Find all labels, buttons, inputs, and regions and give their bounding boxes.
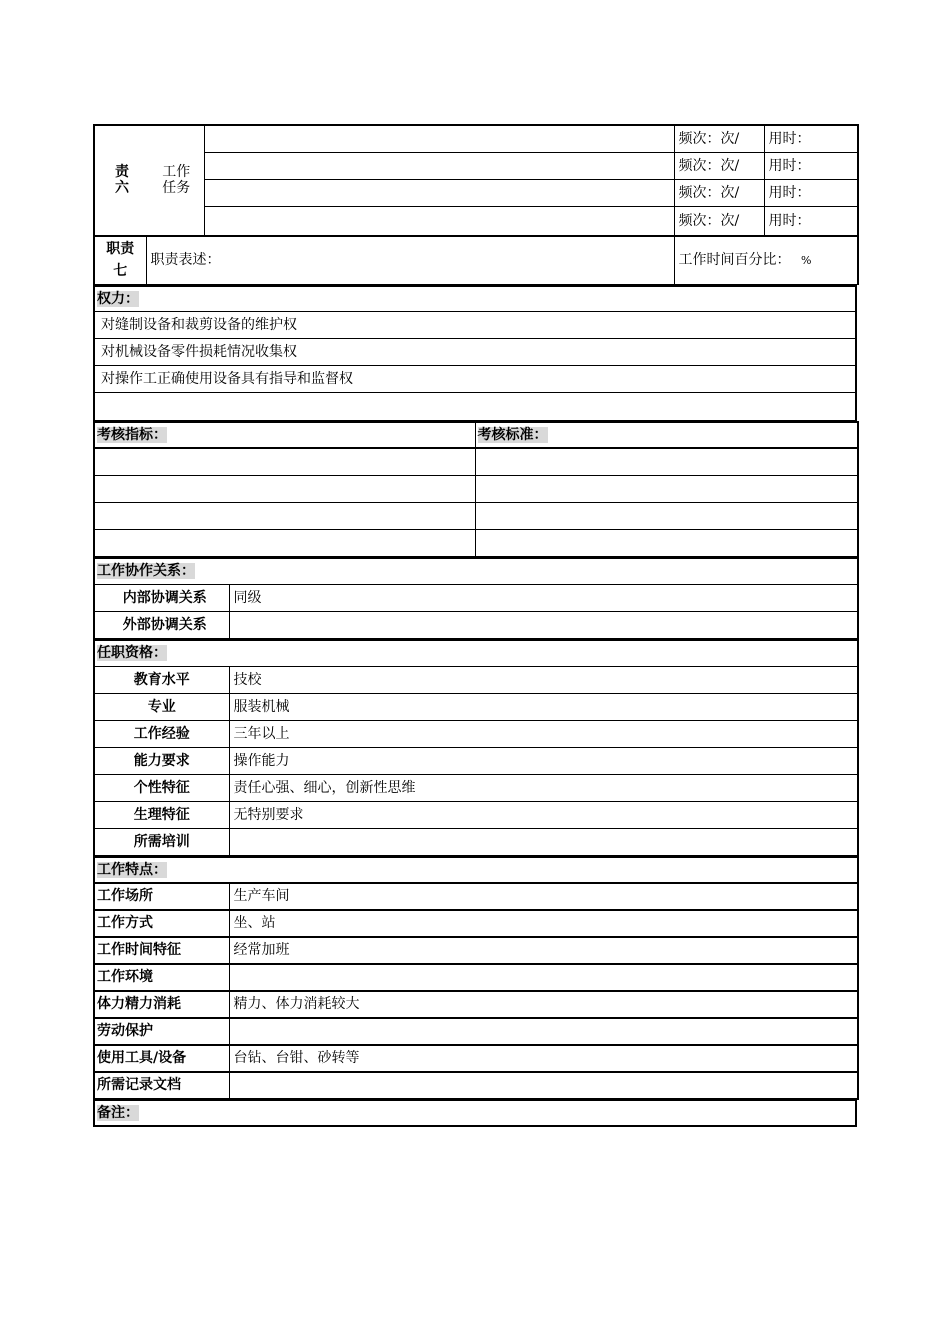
- task-content-1[interactable]: [204, 125, 674, 152]
- authority-table: [93, 285, 857, 422]
- duty-description[interactable]: 职责表述：: [146, 236, 674, 284]
- collab-value: [229, 612, 858, 639]
- indicator-cell[interactable]: [94, 529, 475, 556]
- qual-label: 能力要求: [94, 747, 229, 774]
- standard-cell[interactable]: [475, 529, 858, 556]
- feature-label: 工作场所: [94, 883, 229, 910]
- indicator-cell[interactable]: [94, 502, 475, 529]
- duty-six-table: [93, 124, 859, 236]
- frequency-3: 频次：次/: [674, 179, 764, 206]
- collaboration-table: [93, 557, 859, 640]
- standard-cell[interactable]: [475, 502, 858, 529]
- qual-label: 教育水平: [94, 666, 229, 693]
- qual-label: 工作经验: [94, 720, 229, 747]
- qualification-header: 任职资格：: [94, 640, 858, 666]
- time-used-4: 用时：: [764, 206, 858, 235]
- collab-value: 同级: [229, 585, 858, 612]
- notes-table: [93, 1100, 857, 1128]
- authority-item: 对机械设备零件损耗情况收集权: [94, 339, 856, 366]
- task-content-3[interactable]: [204, 179, 674, 206]
- qual-value: 无特别要求: [229, 801, 858, 828]
- feature-label: 体力精力消耗: [94, 991, 229, 1018]
- duty-six-label: 责 六: [94, 125, 149, 235]
- task-content-4[interactable]: [204, 206, 674, 235]
- authority-item: [94, 393, 856, 421]
- qualification-table: [93, 639, 859, 856]
- feature-value: 坐、站: [229, 910, 858, 937]
- qual-value: [229, 828, 858, 855]
- time-used-2: 用时：: [764, 152, 858, 179]
- qual-label: 个性特征: [94, 774, 229, 801]
- qual-value: 操作能力: [229, 747, 858, 774]
- duty-seven-table: [93, 236, 859, 285]
- task-content-2[interactable]: [204, 152, 674, 179]
- feature-value: [229, 964, 858, 991]
- feature-value: 经常加班: [229, 937, 858, 964]
- feature-value: 台钻、台钳、砂转等: [229, 1045, 858, 1072]
- authority-header: 权力：: [94, 286, 856, 312]
- assessment-table: [93, 421, 859, 557]
- qual-label: 所需培训: [94, 828, 229, 855]
- standard-cell[interactable]: [475, 475, 858, 502]
- qual-value: 责任心强、细心，创新性思维: [229, 774, 858, 801]
- work-features-header: 工作特点：: [94, 857, 858, 883]
- qual-label: 专业: [94, 693, 229, 720]
- indicator-header: 考核指标：: [94, 422, 475, 448]
- feature-value: 精力、体力消耗较大: [229, 991, 858, 1018]
- standard-header: 考核标准：: [475, 422, 858, 448]
- work-features-table: [93, 856, 859, 1100]
- qual-value: 服装机械: [229, 693, 858, 720]
- qual-value: 技校: [229, 666, 858, 693]
- frequency-1: 频次：次/: [674, 125, 764, 152]
- feature-label: 使用工具/设备: [94, 1045, 229, 1072]
- feature-label: 劳动保护: [94, 1018, 229, 1045]
- collaboration-header: 工作协作关系：: [94, 558, 858, 585]
- collab-label: 内部协调关系: [94, 585, 229, 612]
- feature-label: 所需记录文档: [94, 1072, 229, 1099]
- qual-value: 三年以上: [229, 720, 858, 747]
- feature-value: [229, 1072, 858, 1099]
- frequency-2: 频次：次/: [674, 152, 764, 179]
- feature-label: 工作时间特征: [94, 937, 229, 964]
- duty-seven-label: 职责 七: [94, 236, 146, 284]
- frequency-4: 频次：次/: [674, 206, 764, 235]
- indicator-cell[interactable]: [94, 448, 475, 475]
- time-used-1: 用时：: [764, 125, 858, 152]
- collab-label: 外部协调关系: [94, 612, 229, 639]
- standard-cell[interactable]: [475, 448, 858, 475]
- work-task-label: 工作 任务: [149, 125, 204, 235]
- work-time-percentage: 工作时间百分比： %: [674, 236, 858, 284]
- feature-value: 生产车间: [229, 883, 858, 910]
- feature-label: 工作环境: [94, 964, 229, 991]
- time-used-3: 用时：: [764, 179, 858, 206]
- authority-item: 对缝制设备和裁剪设备的维护权: [94, 312, 856, 339]
- indicator-cell[interactable]: [94, 475, 475, 502]
- qual-label: 生理特征: [94, 801, 229, 828]
- feature-value: [229, 1018, 858, 1045]
- feature-label: 工作方式: [94, 910, 229, 937]
- job-description-form: [93, 124, 857, 1127]
- notes-header: 备注：: [94, 1100, 856, 1126]
- authority-item: 对操作工正确使用设备具有指导和监督权: [94, 366, 856, 393]
